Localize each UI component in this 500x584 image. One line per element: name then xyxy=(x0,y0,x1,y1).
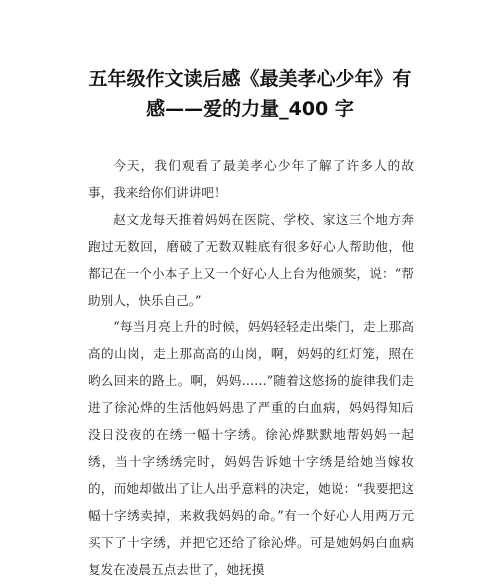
title-line-2: 感——爱的力量_400 字 xyxy=(146,98,354,120)
document-title xyxy=(60,64,440,124)
title-line-1: 五年级作文读后感《最美孝心少年》有 xyxy=(88,68,412,90)
document-body xyxy=(88,153,414,584)
paragraph-1: 今天，我们观看了最美孝心少年了解了许多人的故事，我来给你们讲讲吧！ xyxy=(88,158,414,200)
paragraph-2: 赵文龙每天推着妈妈在医院、学校、家这三个地方奔跑过无数回，磨破了无数双鞋底有很多好心人帮助他，他都记在一个小本子上又一个好心人上台为他颁奖，说：“帮助别人，快乐自己。” xyxy=(88,211,414,308)
paragraph-3: “每当月亮上升的时候，妈妈轻轻走出柴门，走上那高高的山岗，走上那高高的山岗，啊，妈妈的红灯笼，照在哟么回来的路上。啊，妈妈……”随着这悠扬的旋律我们走进了徐沁烨的生活他妈妈患了严重的白血病，妈妈得知后没日没夜的在绣一幅十字绣。徐沁烨默默地帮妈妈一起绣，当十字绣绣完时，妈妈告诉她十字绣是给她当嫁妆的，而她却做出了让人出乎意料的决定，她说：“我要把这幅十字绣卖掉，来救我妈妈的命。”有一个好心人用两万元买下了十字绣，并把它还给了徐沁烨。可是她妈妈白血病复发在凌晨五点去世了，她抚摸 xyxy=(88,319,414,577)
